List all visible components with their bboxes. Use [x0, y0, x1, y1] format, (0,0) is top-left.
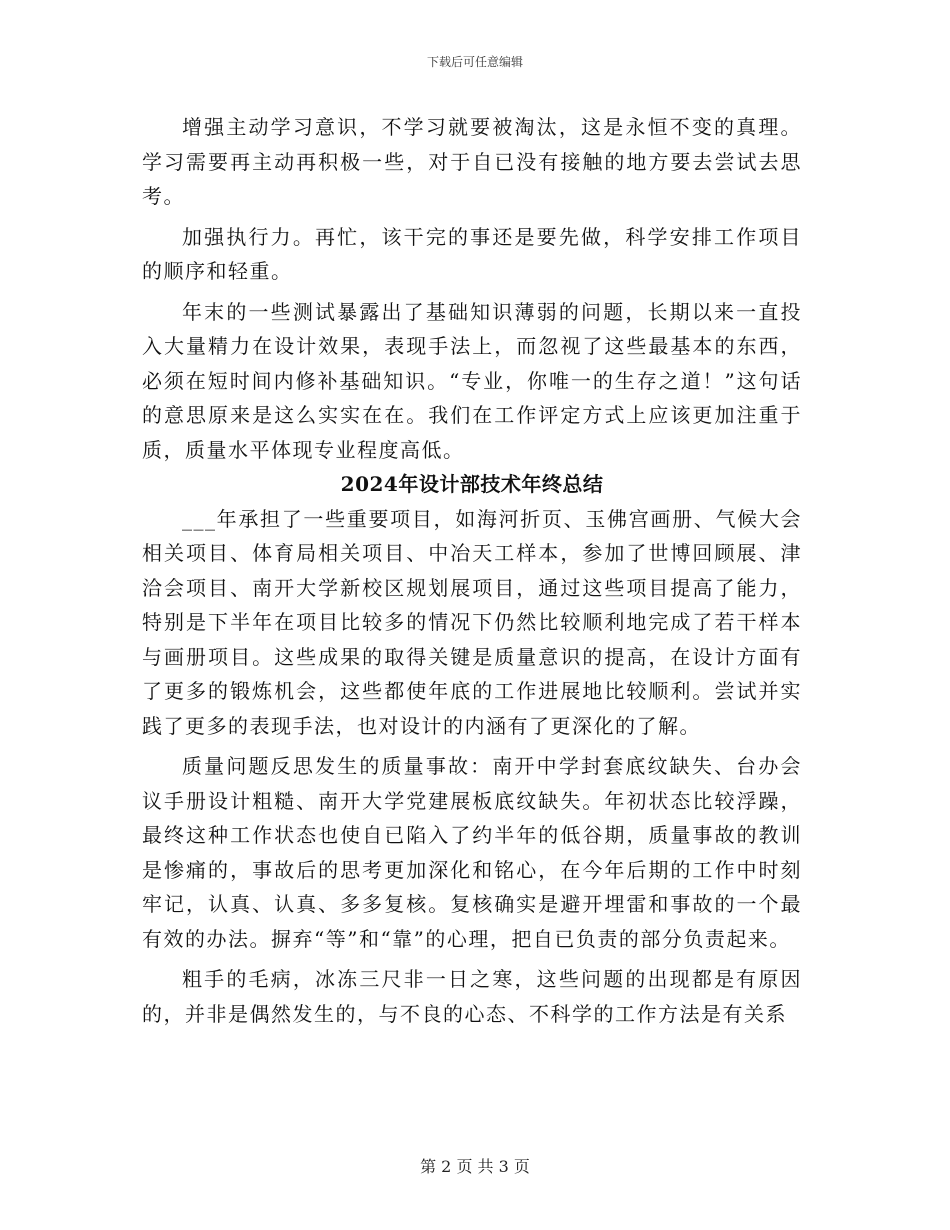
- paragraph-quality-reflection: 质量问题反思发生的质量事故：南开中学封套底纹缺失、台办会议手册设计粗糙、南开大学党建展板底纹缺失。年初状态比较浮躁，最终这种工作状态也使自已陷入了约半年的低谷期，质量事故的教训是惨痛的，事故后的思考更加深化和铭心，在今年后期的工作中时刻牢记，认真、认真、多多复核。复核确实是避开埋雷和事故的一个最有效的办法。摒弃“等”和“靠”的心理，把自已负责的部分负责起来。: [142, 754, 802, 951]
- document-body: [142, 110, 802, 1031]
- paragraph-careless-habits: 粗手的毛病，冰冻三尺非一日之寒，这些问题的出现都是有原因的，并非是偶然发生的，与不良的心态、不科学的工作方法是有关系: [142, 967, 802, 1026]
- paragraph-projects: ___年承担了一些重要项目，如海河折页、玉佛宫画册、气候大会相关项目、体育局相关项目、中冶天工样本，参加了世博回顾展、津洽会项目、南开大学新校区规划展项目，通过这些项目提高了能力，特别是下半年在项目比较多的情况下仍然比较顺利地完成了若干样本与画册项目。这些成果的取得关键是质量意识的提高，在设计方面有了更多的锻炼机会，这些都使年底的工作进展地比较顺利。尝试并实践了更多的表现手法，也对设计的内涵有了更深化的了解。: [142, 506, 802, 738]
- paragraph-learning-awareness: 增强主动学习意识，不学习就要被淘汰，这是永恒不变的真理。学习需要再主动再积极一些，对于自已没有接触的地方要去尝试去思考。: [142, 115, 802, 208]
- paragraph-execution: 加强执行力。再忙，该干完的事还是要先做，科学安排工作项目的顺序和轻重。: [142, 224, 802, 283]
- page-header: 下载后可任意编辑: [426, 55, 523, 69]
- paragraph-basic-knowledge: 年末的一些测试暴露出了基础知识薄弱的问题，长期以来一直投入大量精力在设计效果，表现手法上，而忽视了这些最基本的东西，必须在短时间内修补基础知识。“专业，你唯一的生存之道！”这句话的意思原来是这么实实在在。我们在工作评定方式上应该更加注重于质，质量水平体现专业程度高低。: [142, 299, 802, 462]
- section-title: 2024年设计部技术年终总结: [340, 472, 604, 496]
- page-number-footer: 第 2 页 共 3 页: [420, 1157, 530, 1176]
